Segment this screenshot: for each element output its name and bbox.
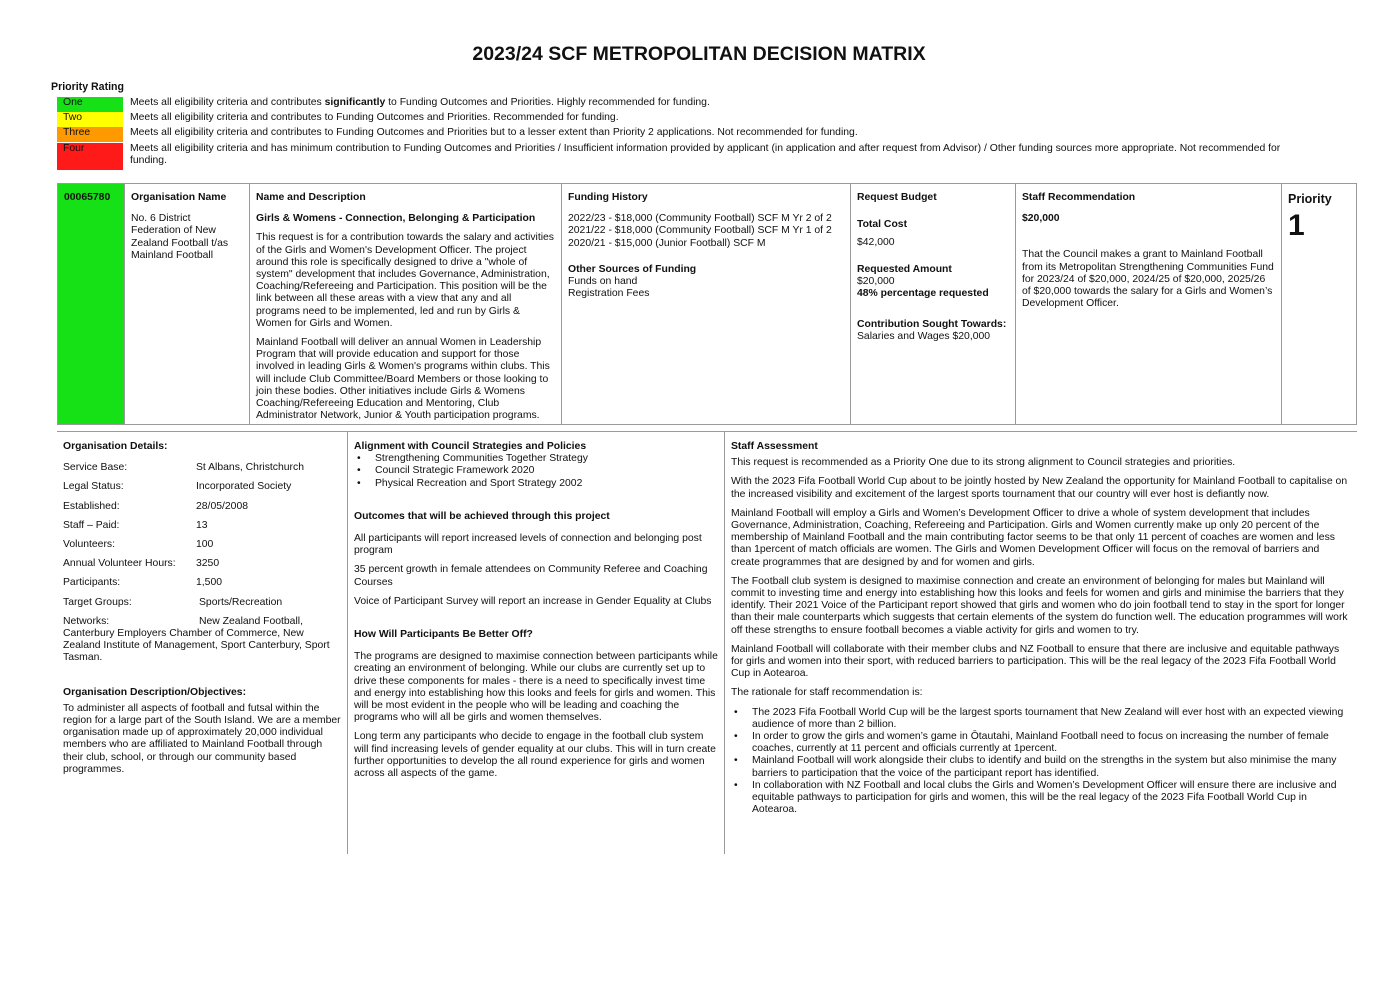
alignment-item: • Physical Recreation and Sport Strategy 2002 bbox=[375, 478, 718, 490]
alignment-item: • Council Strategic Framework 2020 bbox=[375, 465, 718, 477]
details-section bbox=[57, 431, 1357, 854]
description-column bbox=[250, 184, 562, 424]
page-title: 2023/24 SCF METROPOLITAN DECISION MATRIX bbox=[472, 43, 926, 65]
better-off-paragraph-1: The programs are designed to maximise connection between participants while creating an environment of belonging. While our clubs are currently set up to drive these components for males - there is a need to specifically invest time and energy into establishing how this looks and feels for girls and women. This will be most evident in the people who will be leading and coaching the programs who will all be girls and women themselves. bbox=[354, 651, 718, 724]
rationale-list bbox=[731, 707, 1351, 817]
priority-text-two: Meets all eligibility criteria and contributes to Funding Outcomes and Priorities. Recommended for funding. bbox=[130, 112, 619, 123]
networks-list: Canterbury Employers Chamber of Commerce, New Zealand Institute of Management, Sport Canterbury, Sport Tasman. bbox=[63, 627, 330, 664]
organisation-details-heading: Organisation Details: bbox=[63, 441, 168, 452]
better-off-paragraph-2: Long term any participants who decide to engage in the football club system will find increasing levels of gender equality at our clubs. This will in turn create further opportunities to develop the all round experience for girls and women across all aspects of the game. bbox=[354, 731, 716, 780]
funding-history-column bbox=[562, 184, 851, 424]
funding-history-item: 2021/22 - $18,000 (Community Football) SCF M Yr 1 of 2 bbox=[568, 225, 832, 237]
percentage-requested: 48% percentage requested bbox=[857, 288, 989, 300]
alignment-item: • Strengthening Communities Together Strategy bbox=[375, 453, 718, 465]
priority-row-two bbox=[57, 112, 1317, 127]
assessment-paragraph-2: With the 2023 Fifa Football World Cup about to be jointly hosted by New Zealand the opportunity for Mainland Football to capitalise on the increased visibility and excitement of the largest sports tournament that our country will ever host is defiantly now. bbox=[731, 476, 1348, 500]
rationale-item: • Mainland Football will work alongside their clubs to identify and build on the strengths in the system but also minimise the many barriers to participation that the voice of the participant report has identified. bbox=[752, 755, 1351, 779]
detail-row-staff-paid: Staff – Paid: 13 bbox=[63, 519, 208, 531]
funding-history-heading: Funding History bbox=[568, 192, 648, 203]
priority-swatch-two: Two bbox=[57, 112, 123, 127]
detail-row-volunteers: Volunteers: 100 bbox=[63, 538, 214, 550]
other-sources-heading: Other Sources of Funding bbox=[568, 263, 697, 275]
description-paragraph-1: This request is for a contribution towards the salary and activities of the Girls and Women's Development Officer. The project around this role is specifically designed to drive a "whole of system" development that includes Governance, Administration, Coaching/Refereeing and Participation. This position will be the link between all these areas with a view that any and all programs need to be implemented, led and run by Girls & Women for Girls and Women. bbox=[256, 232, 555, 329]
outcome-item: Voice of Participant Survey will report an increase in Gender Equality at Clubs bbox=[354, 595, 712, 607]
total-cost-label: Total Cost bbox=[857, 219, 908, 231]
alignment-heading: Alignment with Council Strategies and Policies bbox=[354, 441, 587, 452]
priority-text-one: Meets all eligibility criteria and contributes significantly to Funding Outcomes and Priorities. Highly recommended for funding. bbox=[130, 97, 710, 108]
rationale-item: • In order to grow the girls and women’s game in Ōtautahi, Mainland Football need to focus on increasing the number of female coaches, currently at 11 percent and officials currently at 1percent. bbox=[752, 731, 1351, 755]
organisation-description: To administer all aspects of football and futsal within the region for a large part of the South Island. We are a member organisation made up of approximately 20,000 individual members who are affiliated to Mainland Football through their club, school, or through our community based programmes. bbox=[63, 702, 341, 775]
priority-row-four bbox=[57, 143, 1317, 170]
staff-recommendation-text: That the Council makes a grant to Mainland Football from its Metropolitan Strengthening Communities Fund for 2023/24 of $20,000, 2024/25 of $20,000, 2025/26 of $20,000 towards the salary for a Girls and Women’s Development Officer. bbox=[1022, 249, 1274, 310]
assessment-paragraph-1: This request is recommended as a Priority One due to its strong alignment to Council strategies and priorities. bbox=[731, 457, 1236, 469]
priority-column bbox=[1282, 184, 1358, 424]
staff-assessment-column bbox=[725, 432, 1357, 854]
organisation-details-column bbox=[57, 432, 348, 854]
priority-text-three: Meets all eligibility criteria and contributes to Funding Outcomes and Priorities but to a lesser extent than Priority 2 applications. Not recommended for funding. bbox=[130, 127, 858, 138]
rationale-item: • In collaboration with NZ Football and local clubs the Girls and Women’s Development Officer will ensure there are inclusive and equitable pathways to participation for girls and women, this will be the real legacy of the 2023 Fifa Football World Cup in Aotearoa. bbox=[752, 780, 1351, 817]
other-source-item: Registration Fees bbox=[568, 288, 650, 300]
detail-row-service-base: Service Base: St Albans, Christchurch bbox=[63, 462, 304, 474]
outcome-item: 35 percent growth in female attendees on Community Referee and Coaching Courses bbox=[354, 564, 708, 588]
alignment-list bbox=[354, 453, 718, 490]
assessment-paragraph-4: The Football club system is designed to maximise connection and create an environment of belonging for males but Mainland will commit to investing time and energy into establishing how this looks and feels for women and girls and minimise the barriers that they identify. Their 2021 Voice of the Participant report showed that girls and women who do join football tend to stay in the sport for longer than their male counterparts which suggests that certain elements of the system do function well. The education programmes will work off these strengths to ensure football becomes a viable activity for girls and women to try. bbox=[731, 575, 1348, 636]
detail-row-participants: Participants: 1,500 bbox=[63, 577, 223, 589]
detail-row-networks: Networks: New Zealand Football, bbox=[63, 615, 303, 627]
detail-row-legal-status: Legal Status: Incorporated Society bbox=[63, 481, 292, 493]
priority-swatch-one: One bbox=[57, 97, 123, 112]
request-budget-column bbox=[851, 184, 1016, 424]
priority-text-four: Meets all eligibility criteria and has minimum contribution to Funding Outcomes and Priorities / Insufficient information provided by applicant (in application and after request from Advisor) / Other funding sources more appropriate. Not recommended for funding. bbox=[130, 143, 1281, 167]
decision-matrix-table bbox=[57, 183, 1357, 425]
priority-rating-heading: Priority Rating bbox=[51, 81, 124, 93]
detail-row-target-groups: Target Groups: Sports/Recreation bbox=[63, 596, 283, 608]
priority-row-one bbox=[57, 97, 1317, 112]
rationale-label: The rationale for staff recommendation is: bbox=[731, 687, 923, 699]
staff-recommendation-column bbox=[1016, 184, 1282, 424]
contribution-sought-label: Contribution Sought Towards: bbox=[857, 319, 1007, 331]
organisation-name-column bbox=[125, 184, 250, 424]
total-cost-value: $42,000 bbox=[857, 237, 895, 249]
staff-recommendation-amount: $20,000 bbox=[1022, 213, 1060, 225]
outcome-item: All participants will report increased levels of connection and belonging post program bbox=[354, 533, 702, 557]
description-heading: Name and Description bbox=[256, 192, 366, 203]
assessment-paragraph-5: Mainland Football will collaborate with their member clubs and NZ Football to ensure that there are inclusive and equitable pathways for girls and women into their sport, with reduced barriers to participation. This will be the real legacy of the 2023 Fifa Football World Cup in Aotearoa. bbox=[731, 643, 1340, 680]
better-off-heading: How Will Participants Be Better Off? bbox=[354, 629, 533, 641]
detail-row-volunteer-hours: Annual Volunteer Hours: 3250 bbox=[63, 558, 220, 570]
priority-swatch-three: Three bbox=[57, 127, 123, 142]
detail-row-established: Established: 28/05/2008 bbox=[63, 500, 249, 512]
project-title: Girls & Womens - Connection, Belonging & Participation bbox=[256, 213, 536, 225]
contribution-sought-value: Salaries and Wages $20,000 bbox=[857, 331, 991, 343]
rationale-item: • The 2023 Fifa Football World Cup will be the largest sports tournament that New Zealand will ever host with an expected viewing audience of more than 2 billion. bbox=[752, 707, 1351, 731]
organisation-description-heading: Organisation Description/Objectives: bbox=[63, 686, 247, 698]
requested-amount-label: Requested Amount bbox=[857, 263, 952, 275]
staff-recommendation-heading: Staff Recommendation bbox=[1022, 192, 1136, 203]
funding-history-item: 2020/21 - $15,000 (Junior Football) SCF M bbox=[568, 237, 766, 249]
alignment-column bbox=[348, 432, 725, 854]
assessment-paragraph-3: Mainland Football will employ a Girls and Women’s Development Officer to drive a whole of system development that includes Governance, Administration, Coaching, Refereeing and Participation. Girls and Women currently make up only 20 percent of the membership of Mainland Football and the main contributing factor seems to be that only 11 percent of coaches are women and less than 1percent of match officials are women. The Girls and Women Development Officer will focus on the removal of barriers and create programmes that are designed by and for women and girls. bbox=[731, 507, 1335, 568]
other-source-item: Funds on hand bbox=[568, 276, 638, 288]
description-paragraph-2: Mainland Football will deliver an annual Women in Leadership Program that will provide education and support for those involved in leading Girls & Women's programs within clubs. This will include Club Committee/Board Members or those looking to join these bodies. Other initiatives include Girls & Womens Coaching/Refereeing Education and Mentoring, Club Administrator Network, Junior & Youth participation programs. bbox=[256, 337, 550, 422]
staff-assessment-heading: Staff Assessment bbox=[731, 441, 818, 452]
priority-swatch-four: Four bbox=[57, 143, 123, 170]
funding-history-item: 2022/23 - $18,000 (Community Football) SCF M Yr 2 of 2 bbox=[568, 213, 832, 225]
request-budget-heading: Request Budget bbox=[857, 192, 937, 203]
priority-value: 1 bbox=[1288, 209, 1305, 242]
priority-heading: Priority bbox=[1288, 192, 1332, 206]
application-id: 00065780 bbox=[58, 184, 125, 424]
requested-amount-value: $20,000 bbox=[857, 275, 895, 287]
outcomes-heading: Outcomes that will be achieved through this project bbox=[354, 510, 610, 522]
organisation-name-heading: Organisation Name bbox=[131, 192, 227, 203]
priority-row-three bbox=[57, 127, 1317, 142]
organisation-name: No. 6 District Federation of New Zealand Football t/as Mainland Football bbox=[131, 213, 229, 261]
